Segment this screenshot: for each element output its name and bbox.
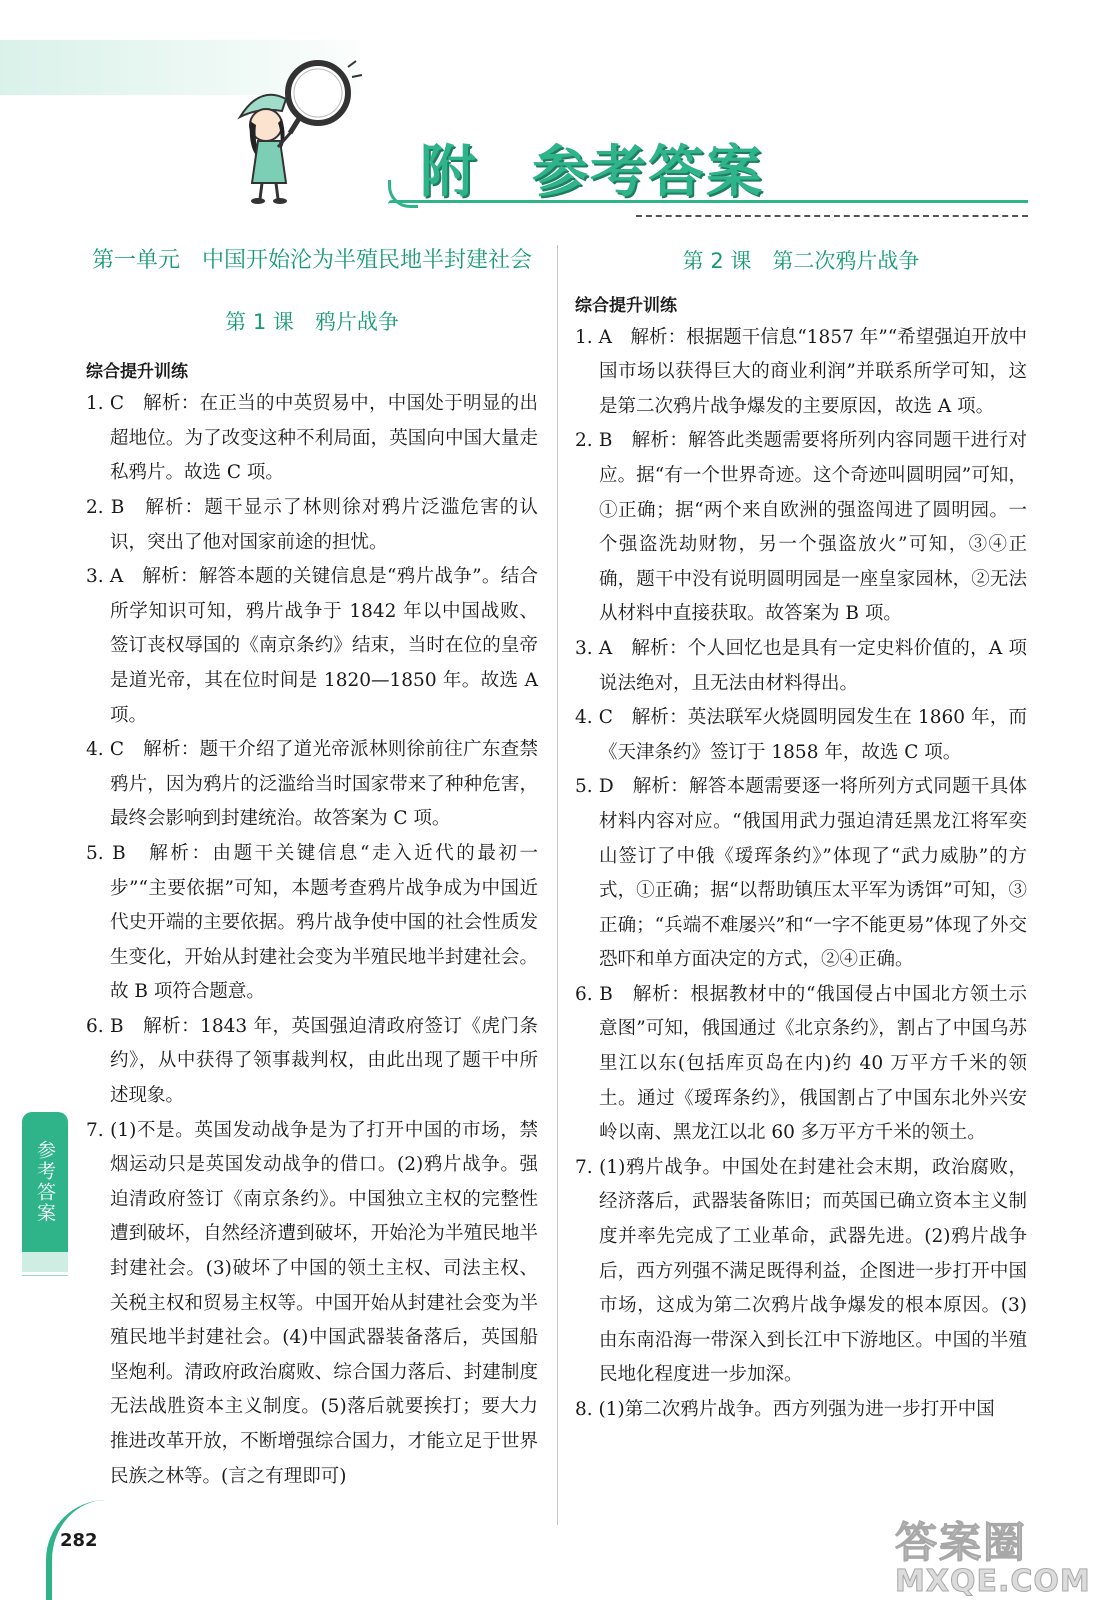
unit-title: 第一单元 中国开始沦为半殖民地半封建社会 bbox=[91, 248, 532, 273]
side-tab: 参考答案 bbox=[22, 1112, 68, 1252]
watermark-cn: 答案圈 bbox=[895, 1518, 1028, 1567]
watermark-en: MXQE.COM bbox=[895, 1564, 1091, 1599]
dashed-divider bbox=[636, 215, 1028, 217]
column-divider bbox=[557, 245, 558, 1525]
title-main: 参考答案 bbox=[532, 140, 764, 205]
answer-item: 1. C 解析：在正当的中英贸易中，中国处于明显的出超地位。为了改变这种不利局面，英国向中国大量走私鸦片。故选 C 项。 bbox=[86, 393, 538, 484]
watermark-logo bbox=[895, 1510, 1091, 1599]
title-underline bbox=[388, 200, 1028, 208]
answer-item: 2. B 解析：解答此类题需要将所列内容同题干进行对应。据“有一个世界奇迹。这个奇迹叫圆明园”可知，①正确；据“两个来自欧洲的强盗闯进了圆明园。一个强盗洗劫财物，另一个强盗放火”可知，③④正确，题干中没有说明圆明园是一座皇家园林，②无法从材料中直接获取。故答案为 B 项。 bbox=[575, 430, 1027, 625]
answer-item: 5. B 解析：由题干关键信息“走入近代的最初一步”“主要依据”可知，本题考查鸦片战争成为中国近代史开端的主要依据。鸦片战争使中国的社会性质发生变化，开始从封建社会变为半殖民地半封建社会。故 B 项符合题意。 bbox=[86, 842, 538, 1003]
left-column bbox=[86, 240, 538, 1494]
right-column bbox=[575, 240, 1027, 1428]
page-number: 282 bbox=[60, 1530, 98, 1551]
page-title bbox=[420, 128, 764, 208]
answer-item: 7. (1)鸦片战争。中国处在封建社会末期，政治腐败，经济落后，武器装备陈旧；而英国已确立资本主义制度并率先完成了工业革命，武器先进。(2)鸦片战争后，西方列强不满足既得利益，企图进一步打开中国市场，这成为第二次鸦片战争爆发的根本原因。(3)由东南沿海一带深入到长江中下游地区。中国的半殖民地化程度进一步加深。 bbox=[575, 1156, 1027, 1386]
section-heading: 综合提升训练 bbox=[575, 295, 677, 316]
answer-item: 3. A 解析：解答本题的关键信息是“鸦片战争”。结合所学知识可知，鸦片战争于 1842 年以中国战败、签订丧权辱国的《南京条约》结束，当时在位的皇帝是道光帝，其在位时间是 1820—1850 年。故选 A 项。 bbox=[86, 566, 538, 726]
section-heading: 综合提升训练 bbox=[86, 362, 188, 383]
lesson-title: 第 1 课 鸦片战争 bbox=[225, 309, 399, 334]
answer-item: 3. A 解析：个人回忆也是具有一定史料价值的，A 项说法绝对，且无法由材料得出。 bbox=[575, 637, 1027, 694]
answer-item: 7. (1)不是。英国发动战争是为了打开中国的市场，禁烟运动只是英国发动战争的借口。(2)鸦片战争。强迫清政府签订《南京条约》。中国独立主权的完整性遭到破坏，自然经济遭到破坏，开始沦为半殖民地半封建社会。(3)破坏了中国的领土主权、司法主权、关税主权和贸易主权等。中国开始从封建社会变为半殖民地半封建社会。(4)中国武器装备落后，英国船坚炮利。清政府政治腐败、综合国力落后、封建制度无法战胜资本主义制度。(5)落后就要挨打；要大力推进改革开放，不断增强综合国力，才能立足于世界民族之林等。(言之有理即可) bbox=[86, 1119, 538, 1487]
answer-item: 5. D 解析：解答本题需要逐一将所列方式同题干具体材料内容对应。“俄国用武力强迫清廷黑龙江将军奕山签订了中俄《瑷珲条约》”体现了“武力威胁”的方式，①正确；据“以帮助镇压太平军为诱饵”可知，③正确；“兵端不难屡兴”和“一字不能更易”体现了外交恐吓和单方面决定的方式，②④正确。 bbox=[575, 776, 1027, 971]
girl-with-magnifier-illustration bbox=[230, 55, 370, 205]
side-tab-strip bbox=[22, 1252, 68, 1272]
answer-item: 4. C 解析：英法联军火烧圆明园发生在 1860 年，而《天津条约》签订于 1858 年，故选 C 项。 bbox=[575, 707, 1027, 763]
answer-item: 8. (1)第二次鸦片战争。西方列强为进一步打开中国 bbox=[575, 1399, 995, 1420]
title-prefix: 附 bbox=[420, 140, 478, 205]
page-header bbox=[0, 0, 1093, 240]
answer-item: 4. C 解析：题干介绍了道光帝派林则徐前往广东查禁鸦片，因为鸦片的泛滥给当时国家带来了种种危害，最终会影响到封建统治。故答案为 C 项。 bbox=[86, 739, 538, 830]
side-tab-line bbox=[22, 1275, 68, 1276]
lesson-title: 第 2 课 第二次鸦片战争 bbox=[682, 249, 920, 273]
answer-item: 1. A 解析：根据题干信息“1857 年”“希望强迫开放中国市场以获得巨大的商业利润”并联系所学可知，这是第二次鸦片战争爆发的主要原因，故选 A 项。 bbox=[575, 326, 1027, 417]
answer-item: 2. B 解析：题干显示了林则徐对鸦片泛滥危害的认识，突出了他对国家前途的担忧。 bbox=[86, 496, 538, 553]
answer-item: 6. B 解析：根据教材中的“俄国侵占中国北方领土示意图”可知，俄国通过《北京条约》，割占了中国乌苏里江以东(包括库页岛在内)约 40 万平方千米的领土。通过《瑷珲条约》，俄国割占了中国东北外兴安岭以南、黑龙江以北 60 多万平方千米的领土。 bbox=[575, 983, 1027, 1144]
answer-item: 6. B 解析：1843 年，英国强迫清政府签订《虎门条约》，从中获得了领事裁判权，由此出现了题干中所述现象。 bbox=[86, 1015, 538, 1107]
